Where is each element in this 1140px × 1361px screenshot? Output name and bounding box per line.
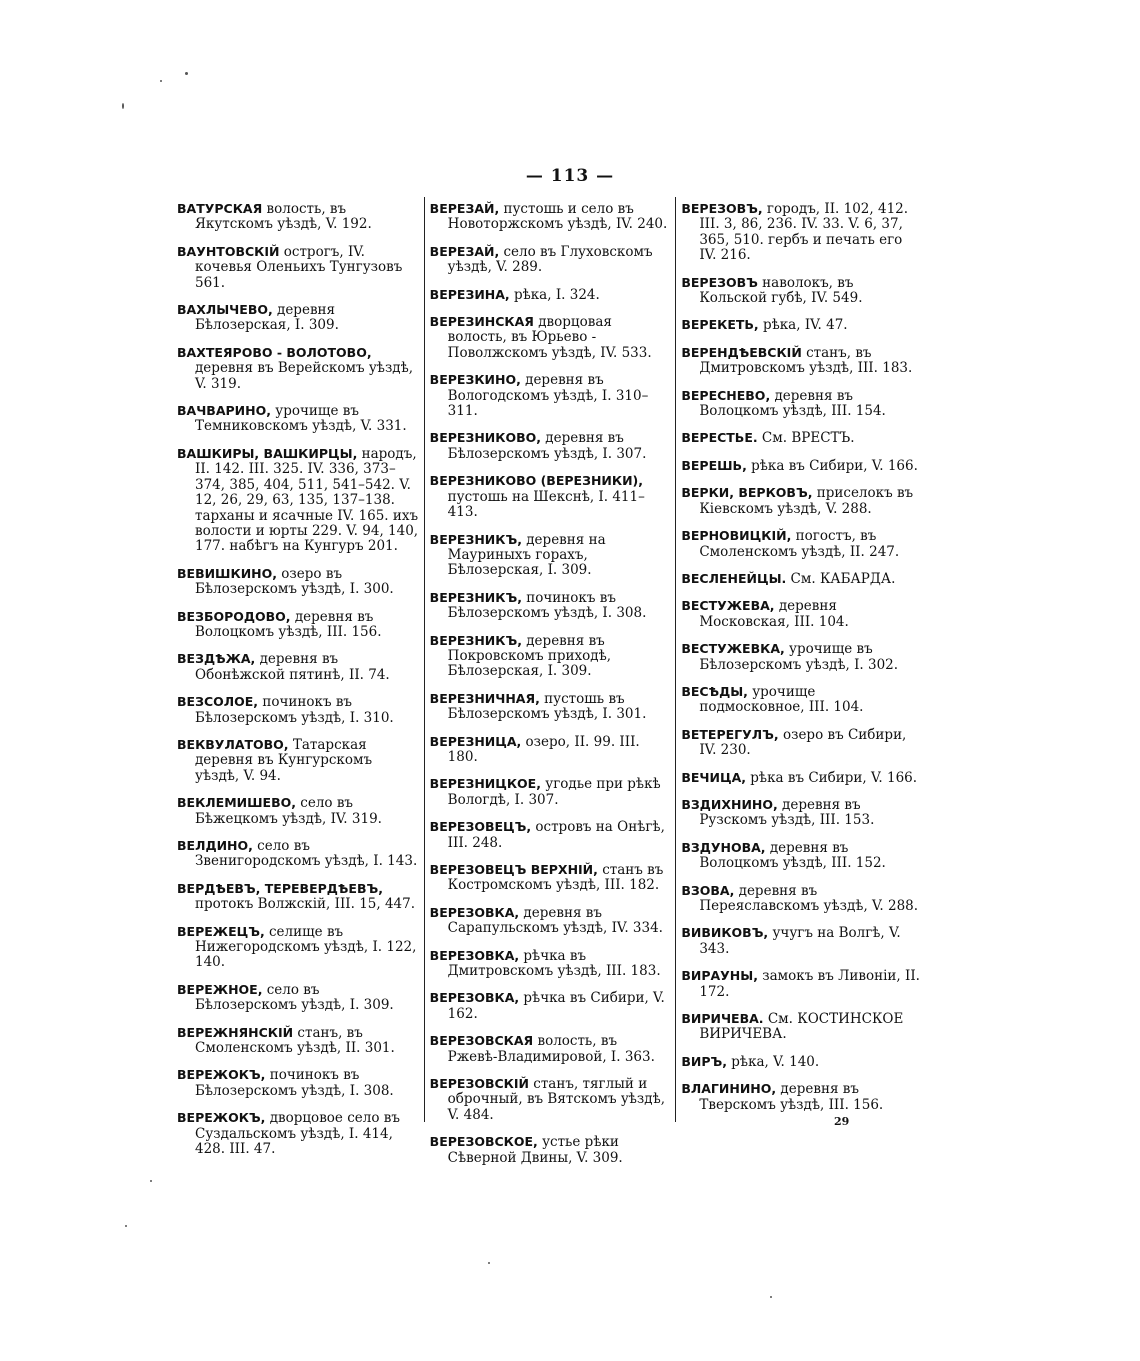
entry-headword: ВЕЧИЦА, xyxy=(681,769,746,785)
entry-headword: ВИРАУНЫ, xyxy=(681,968,758,984)
entry-text: волость, въ Якутскомъ уѣздѣ, V. 192. xyxy=(195,201,372,233)
scan-speck xyxy=(150,1180,152,1182)
entry-headword: ВЕРЕЗНИКОВО, xyxy=(429,430,541,446)
index-entry xyxy=(681,275,922,307)
entry-text: деревня въ Вологодскомъ уѣздѣ, I. 310–311. xyxy=(447,372,649,420)
column-2 xyxy=(424,197,676,1166)
index-entry xyxy=(430,905,671,937)
index-entry xyxy=(430,776,671,808)
index-entry xyxy=(177,201,419,233)
entry-headword: ВЕСЛЕНЕЙЦЫ. xyxy=(681,570,787,586)
entry-headword: ВАТУРСКАЯ xyxy=(177,201,263,216)
entry-headword: ВЕЛДИНО, xyxy=(177,838,253,853)
entry-headword: ВЕЗСОЛОЕ, xyxy=(177,694,259,710)
entry-headword: ВЕРЕЗОВЕЦЪ ВЕРХНІЙ, xyxy=(429,862,598,877)
entry-headword: ВЕРЕЗОВКА, xyxy=(429,947,520,963)
entry-headword: ВЕРЕСНЕВО, xyxy=(681,387,771,403)
entry-headword: ВЕРЕЗНИЧНАЯ, xyxy=(429,690,540,706)
index-entry xyxy=(681,840,922,872)
entry-text: дворцовое село въ Суздальскомъ уѣздѣ, I. 414, 428. III. 47. xyxy=(195,1110,400,1158)
entry-text: острогъ, IV. кочевья Оленьихъ Тунгузовъ 561. xyxy=(195,243,403,291)
index-entry xyxy=(177,737,419,784)
entry-text: городъ, II. 102, 412. III. 3, 86, 236. IV. 33. V. 6, 37, 365, 510. гербъ и печать его IV. 216. xyxy=(699,201,909,264)
entry-text: урочище въ Бѣлозерскомъ уѣздѣ, I. 302. xyxy=(699,641,899,673)
entry-headword: ВЕТЕРЕГУЛЪ, xyxy=(681,726,779,742)
index-entry xyxy=(430,691,671,723)
entry-headword: ВЕРЕЗНИКОВО (ВЕРЕЗНИКИ), xyxy=(429,473,644,489)
index-entry xyxy=(430,314,671,361)
entry-headword: ВЕРЕЗОВЪ, xyxy=(681,201,763,216)
index-entry xyxy=(430,948,671,980)
index-entry xyxy=(681,528,922,560)
index-entry xyxy=(177,302,419,334)
entry-text: деревня въ Волоцкомъ уѣздѣ, III. 154. xyxy=(699,387,886,420)
entry-headword: ВЕРЕЖНОЕ, xyxy=(177,981,263,997)
index-entry xyxy=(177,566,419,598)
index-entry xyxy=(681,1054,922,1070)
entry-text: рѣка въ Сибири, V. 166. xyxy=(746,769,918,786)
entry-text: угодье при рѣкѣ Вологдѣ, I. 307. xyxy=(447,776,661,808)
entry-headword: ВЕКЛЕМИШЕВО, xyxy=(177,795,296,811)
entry-headword: ВЕВИШКИНО, xyxy=(177,565,278,581)
index-entry xyxy=(430,734,671,766)
entry-text: пустошь и село въ Новоторжскомъ уѣздѣ, IV. 240. xyxy=(447,201,668,233)
index-entry xyxy=(681,201,922,264)
entry-text: станъ въ Костромскомъ уѣздѣ, III. 182. xyxy=(447,862,664,894)
index-entry xyxy=(430,633,671,680)
entry-text: замокъ въ Ливоніи, II. 172. xyxy=(699,968,920,1000)
index-entry xyxy=(430,473,671,520)
entry-text: Татарская деревня въ Кунгурскомъ уѣздѣ, V. 94. xyxy=(195,736,373,784)
column-3 xyxy=(675,197,927,1122)
entry-text: рѣка, I. 324. xyxy=(509,286,600,303)
entry-text: деревня въ Рузскомъ уѣздѣ, III. 153. xyxy=(699,796,875,829)
index-entry xyxy=(430,590,671,622)
index-entry xyxy=(430,372,671,419)
index-entry xyxy=(430,430,671,462)
entry-headword: ВЕРЕНДѢЕВСКІЙ xyxy=(681,344,802,360)
index-entry xyxy=(681,388,922,420)
index-entry xyxy=(681,458,922,474)
entry-text: См. КАБАРДА. xyxy=(786,570,896,587)
entry-text: озеро, II. 99. III. 180. xyxy=(447,733,640,765)
entry-text: станъ, въ Смоленскомъ уѣздѣ, II. 301. xyxy=(195,1024,395,1057)
entry-text: деревня въ Обонѣжской пятинѣ, II. 74. xyxy=(195,651,390,683)
index-entry xyxy=(177,1067,419,1099)
entry-headword: ВЕРНОВИЦКІЙ, xyxy=(681,528,792,544)
index-entry xyxy=(177,403,419,435)
entry-headword: ВАЧВАРИНО, xyxy=(177,403,271,419)
entry-headword: ВИВИКОВЪ, xyxy=(681,925,769,941)
entry-text: починокъ въ Бѣлозерскомъ уѣздѣ, I. 310. xyxy=(195,694,394,726)
entry-text: урочище въ Темниковскомъ уѣздѣ, V. 331. xyxy=(195,403,407,435)
entry-headword: ВАШКИРЫ, ВАШКИРЦЫ, xyxy=(177,445,358,461)
index-entry xyxy=(681,1011,922,1043)
index-entry xyxy=(681,925,922,957)
entry-text: приселокъ въ Кіевскомъ уѣздѣ, V. 288. xyxy=(699,485,914,517)
entry-headword: ВЕРЕШЬ, xyxy=(681,457,747,473)
entry-headword: ВЕРЕЗИНСКАЯ xyxy=(429,314,534,330)
index-entry xyxy=(177,982,419,1014)
index-entry xyxy=(177,651,419,683)
entry-text: народъ, II. 142. III. 325. IV. 336, 373–374, 385, 404, 511, 541–542. V. 12, 26, 29, 63, 135, 137–138. тарханы и ясачные IV. 165. ихъ волости и юрты 229. V. 94, 140, 177. набѣгъ на Кунгуръ 201. xyxy=(195,445,419,555)
entry-headword: ВЕСѢДЫ, xyxy=(681,683,748,699)
index-entry xyxy=(430,990,671,1022)
entry-headword: ВЕРЕСТЬЕ. xyxy=(681,430,758,446)
entry-headword: ВЗДУНОВА, xyxy=(681,839,766,855)
index-entry xyxy=(430,532,671,579)
entry-text: станъ, въ Дмитровскомъ уѣздѣ, III. 183. xyxy=(699,344,913,377)
index-entry xyxy=(177,924,419,971)
entry-text: дворцовая волость, въ Юрьево - Поволжскомъ уѣздѣ, IV. 533. xyxy=(447,314,652,361)
entry-headword: ВЕРЕЗНИКЪ, xyxy=(429,531,522,547)
entry-text: деревня въ Покровскомъ приходѣ, Бѣлозерская, I. 309. xyxy=(447,632,612,680)
entry-headword: ВЕРЕЗОВЕЦЪ, xyxy=(429,819,532,835)
entry-text: учугъ на Волгѣ, V. 343. xyxy=(699,925,901,957)
entry-text: протокъ Волжскій, III. 15, 447. xyxy=(195,896,416,913)
entry-text: деревня Бѣлозерская, I. 309. xyxy=(195,302,339,334)
printer-signature: 29 xyxy=(834,1115,850,1128)
index-entry xyxy=(430,201,671,233)
entry-headword: ВЕРЕЗОВСКОЕ, xyxy=(429,1134,538,1150)
scan-speck xyxy=(125,1225,127,1227)
entry-text: озеро въ Сибири, IV. 230. xyxy=(699,726,907,759)
index-entry xyxy=(430,1134,671,1166)
index-entry xyxy=(681,641,922,673)
index-entry xyxy=(681,345,922,377)
column-1 xyxy=(172,197,424,1158)
entry-headword: ВЕРЕЖНЯНСКІЙ xyxy=(177,1024,294,1040)
entry-headword: ВЕРЕЗАЙ, xyxy=(429,243,500,259)
entry-headword: ВЕСТУЖЕВА, xyxy=(681,598,775,614)
entry-headword: ВЕЗБОРОДОВО, xyxy=(177,608,291,624)
scan-speck xyxy=(770,1296,772,1298)
entry-headword: ВИРЪ, xyxy=(681,1053,727,1069)
entry-headword: ВЗОВА, xyxy=(681,882,735,898)
entry-text: станъ, тяглый и оброчный, въ Вятскомъ уѣздѣ, V. 484. xyxy=(447,1076,666,1123)
entry-headword: ВЕРЕЗКИНО, xyxy=(429,372,521,388)
index-entry xyxy=(430,1033,671,1065)
entry-text: рѣчка въ Сибири, V. 162. xyxy=(447,990,665,1022)
entry-headword: ВЕРДѢЕВЪ, ТЕРЕВЕРДѢЕВЪ, xyxy=(177,880,383,896)
entry-text: деревня въ Бѣлозерскомъ уѣздѣ, I. 307. xyxy=(447,430,647,462)
scan-speck xyxy=(160,80,162,82)
index-entry xyxy=(681,770,922,786)
index-entry xyxy=(681,727,922,759)
index-entry xyxy=(681,598,922,630)
entry-headword: ВЕРЕЗОВСКАЯ xyxy=(429,1033,534,1049)
entry-text: рѣчка въ Дмитровскомъ уѣздѣ, III. 183. xyxy=(447,947,661,980)
index-entry xyxy=(177,795,419,827)
entry-headword: ВЕРЕЖОКЪ, xyxy=(177,1110,266,1126)
index-entry xyxy=(177,1025,419,1057)
entry-headword: ВЕЗДѢЖА, xyxy=(177,651,256,667)
entry-headword: ВЕРЕЖОКЪ, xyxy=(177,1067,266,1083)
index-entry xyxy=(430,862,671,894)
index-entry xyxy=(177,609,419,641)
index-entry xyxy=(430,287,671,303)
entry-headword: ВЕРЕЗАЙ, xyxy=(429,201,500,216)
entry-headword: ВЕРЕЗОВКА, xyxy=(429,990,520,1006)
entry-text: устье рѣки Сѣверной Двины, V. 309. xyxy=(447,1134,623,1166)
entry-headword: ВЕРЕЗИНА, xyxy=(429,286,510,302)
index-entry xyxy=(681,571,922,587)
entry-text: деревня въ Волоцкомъ уѣздѣ, III. 156. xyxy=(195,608,382,640)
entry-headword: ВЗДИХНИНО, xyxy=(681,796,778,812)
entry-text: село въ Глуховскомъ уѣздѣ, V. 289. xyxy=(447,243,653,276)
page-number: — 113 — xyxy=(525,166,615,186)
entry-text: село въ Бѣжецкомъ уѣздѣ, IV. 319. xyxy=(195,795,382,827)
entry-text: деревня въ Тверскомъ уѣздѣ, III. 156. xyxy=(699,1081,884,1113)
entry-headword: ВЕРЕЗНИКЪ, xyxy=(429,632,522,648)
entry-text: См. ВРЕСТЪ. xyxy=(757,430,855,447)
entry-headword: ВЕРЕЗНИКЪ, xyxy=(429,589,522,605)
index-entry xyxy=(681,1081,922,1113)
entry-text: наволокъ, въ Кольской губѣ, IV. 549. xyxy=(699,274,863,307)
entry-text: село въ Звенигородскомъ уѣздѣ, I. 143. xyxy=(195,838,418,870)
index-entry xyxy=(177,446,419,555)
index-entry xyxy=(681,883,922,915)
entry-headword: ВИРИЧЕВА. xyxy=(681,1011,764,1027)
entry-headword: ВЕРЕКЕТЬ, xyxy=(681,317,759,333)
entry-headword: ВЕРЕЗОВЪ xyxy=(681,274,758,290)
index-entry xyxy=(177,1110,419,1157)
entry-headword: ВЕКВУЛАТОВО, xyxy=(177,736,289,752)
entry-headword: ВЕРКИ, ВЕРКОВЪ, xyxy=(681,485,813,501)
entry-headword: ВЕРЕЖЕЦЪ, xyxy=(177,923,265,939)
scan-speck xyxy=(488,1262,490,1264)
index-entry xyxy=(681,684,922,716)
entry-headword: ВЛАГИНИНО, xyxy=(681,1081,777,1097)
index-entry xyxy=(177,345,419,392)
index-entry xyxy=(681,797,922,829)
entry-text: См. КОСТИНСКОЕ ВИРИЧЕВА. xyxy=(699,1011,904,1043)
entry-text: деревня въ Волоцкомъ уѣздѣ, III. 152. xyxy=(699,839,886,872)
entry-text: волость, въ Ржевѣ-Владимировой, I. 363. xyxy=(447,1033,655,1065)
entry-headword: ВАУНТОВСКІЙ xyxy=(177,243,280,259)
entry-headword: ВЕСТУЖЕВКА, xyxy=(681,641,785,657)
entry-text: островъ на Онѣгѣ, III. 248. xyxy=(447,819,665,851)
entry-headword: ВЕРЕЗНИЦА, xyxy=(429,733,522,749)
entry-headword: ВЕРЕЗНИЦКОЕ, xyxy=(429,776,541,792)
entry-text: деревня Московская, III. 104. xyxy=(699,598,849,630)
index-entry xyxy=(681,485,922,517)
entry-text: озеро въ Бѣлозерскомъ уѣздѣ, I. 300. xyxy=(195,565,394,598)
index-columns xyxy=(172,197,927,1166)
index-entry xyxy=(430,819,671,851)
entry-text: рѣка, V. 140. xyxy=(727,1053,820,1070)
index-entry xyxy=(681,430,922,446)
index-entry xyxy=(177,881,419,913)
index-entry xyxy=(177,244,419,291)
index-entry xyxy=(177,694,419,726)
index-entry xyxy=(681,968,922,1000)
entry-headword: ВАХТЕЯРОВО - ВОЛОТОВО, xyxy=(177,344,372,360)
entry-text: деревня въ Переяславскомъ уѣздѣ, V. 288. xyxy=(699,882,919,914)
index-entry xyxy=(177,838,419,870)
scan-speck xyxy=(122,103,124,109)
entry-text: починокъ въ Бѣлозерскомъ уѣздѣ, I. 308. xyxy=(447,589,647,622)
entry-text: деревня въ Верейскомъ уѣздѣ, V. 319. xyxy=(195,360,414,392)
entry-headword: ВЕРЕЗОВКА, xyxy=(429,904,520,920)
entry-text: селище въ Нижегородскомъ уѣздѣ, I. 122, 140. xyxy=(195,923,417,971)
index-entry xyxy=(430,1076,671,1123)
entry-text: деревня на Мауриныхъ горахъ, Бѣлозерская, I. 309. xyxy=(447,531,606,579)
index-entry xyxy=(681,317,922,333)
entry-text: пустошь въ Бѣлозерскомъ уѣздѣ, I. 301. xyxy=(447,690,647,723)
scan-speck xyxy=(185,72,188,75)
entry-text: деревня въ Сарапульскомъ уѣздѣ, IV. 334. xyxy=(447,904,663,937)
entry-text: урочище подмосковное, III. 104. xyxy=(699,683,864,716)
entry-headword: ВЕРЕЗОВСКІЙ xyxy=(429,1076,529,1092)
index-entry xyxy=(430,244,671,276)
entry-headword: ВАХЛЫЧЕВО, xyxy=(177,302,273,318)
entry-text: рѣка, IV. 47. xyxy=(758,317,848,334)
entry-text: рѣка въ Сибири, V. 166. xyxy=(746,457,918,474)
entry-text: погостъ, въ Смоленскомъ уѣздѣ, II. 247. xyxy=(699,528,900,560)
entry-text: село въ Бѣлозерскомъ уѣздѣ, I. 309. xyxy=(195,981,394,1014)
entry-text: пустошь на Шекснѣ, I. 411–413. xyxy=(447,488,645,521)
entry-text: починокъ въ Бѣлозерскомъ уѣздѣ, I. 308. xyxy=(195,1067,394,1099)
